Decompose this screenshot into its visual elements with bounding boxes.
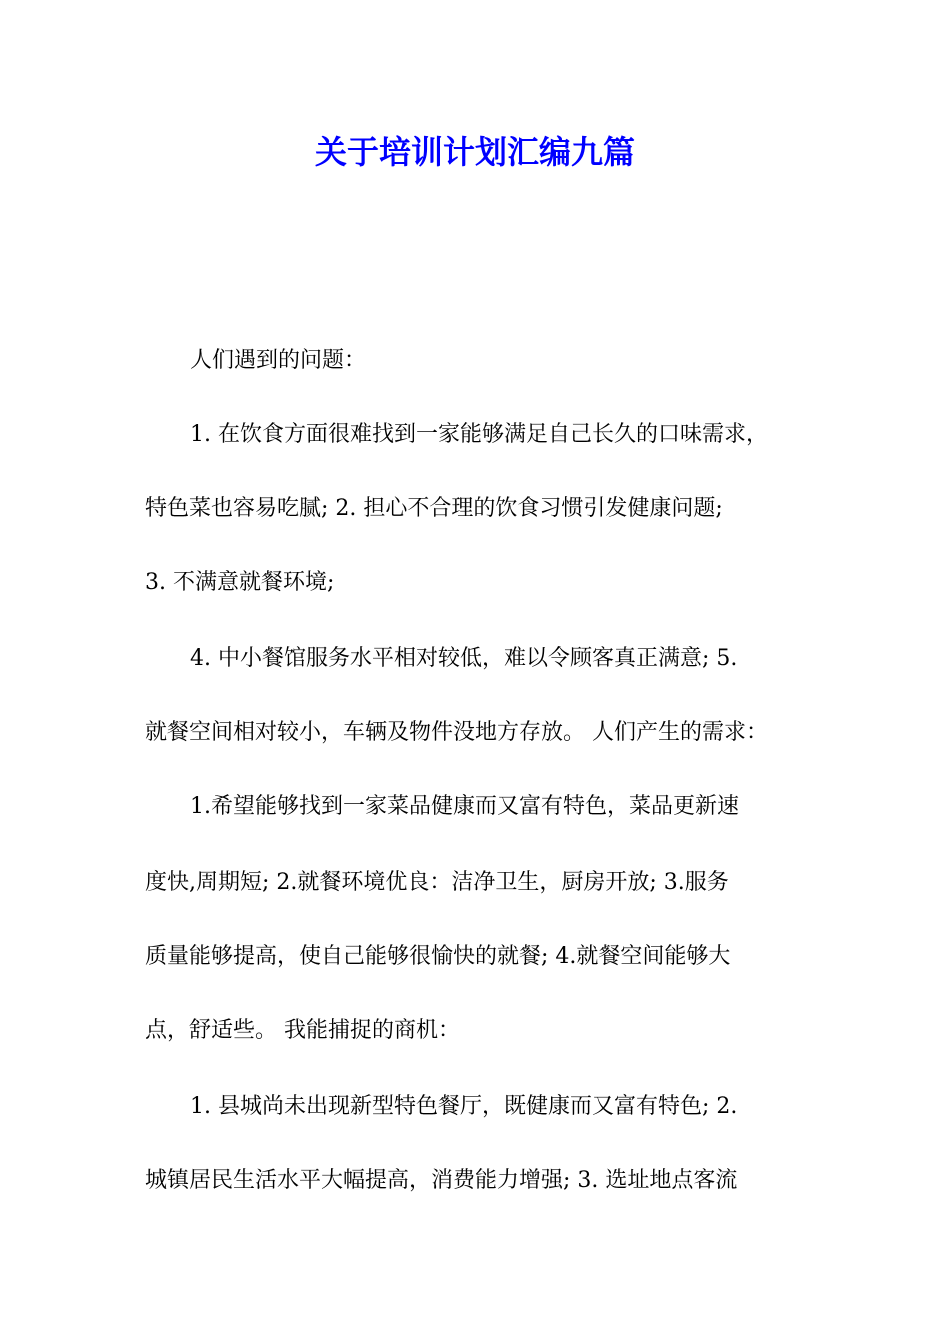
paragraph-line: 3. 不满意就餐环境; — [145, 570, 335, 595]
paragraph-line: 1. 县城尚未出现新型特色餐厅，既健康而又富有特色; 2. — [190, 1094, 738, 1119]
paragraph-line: 4. 中小餐馆服务水平相对较低，难以令顾客真正满意; 5. — [190, 646, 738, 671]
paragraph-line: 1.希望能够找到一家菜品健康而又富有特色，菜品更新速 — [190, 794, 739, 819]
paragraph-line: 人们遇到的问题： — [190, 348, 367, 373]
paragraph-line: 度快,周期短; 2.就餐环境优良：洁净卫生，厨房开放; 3.服务 — [145, 870, 729, 895]
paragraph-line: 城镇居民生活水平大幅提高，消费能力增强; 3. 选址地点客流 — [145, 1168, 738, 1193]
paragraph-line: 1. 在饮食方面很难找到一家能够满足自己长久的口味需求， — [190, 422, 768, 447]
paragraph-line: 特色菜也容易吃腻; 2. 担心不合理的饮食习惯引发健康问题; — [145, 496, 723, 521]
paragraph-line: 点，舒适些。 我能捕捉的商机： — [145, 1018, 460, 1043]
paragraph-line: 就餐空间相对较小，车辆及物件没地方存放。 人们产生的需求： — [145, 720, 768, 745]
paragraph-line: 质量能够提高，使自己能够很愉快的就餐; 4.就餐空间能够大 — [145, 944, 731, 969]
document-title: 关于培训计划汇编九篇 — [314, 133, 635, 171]
